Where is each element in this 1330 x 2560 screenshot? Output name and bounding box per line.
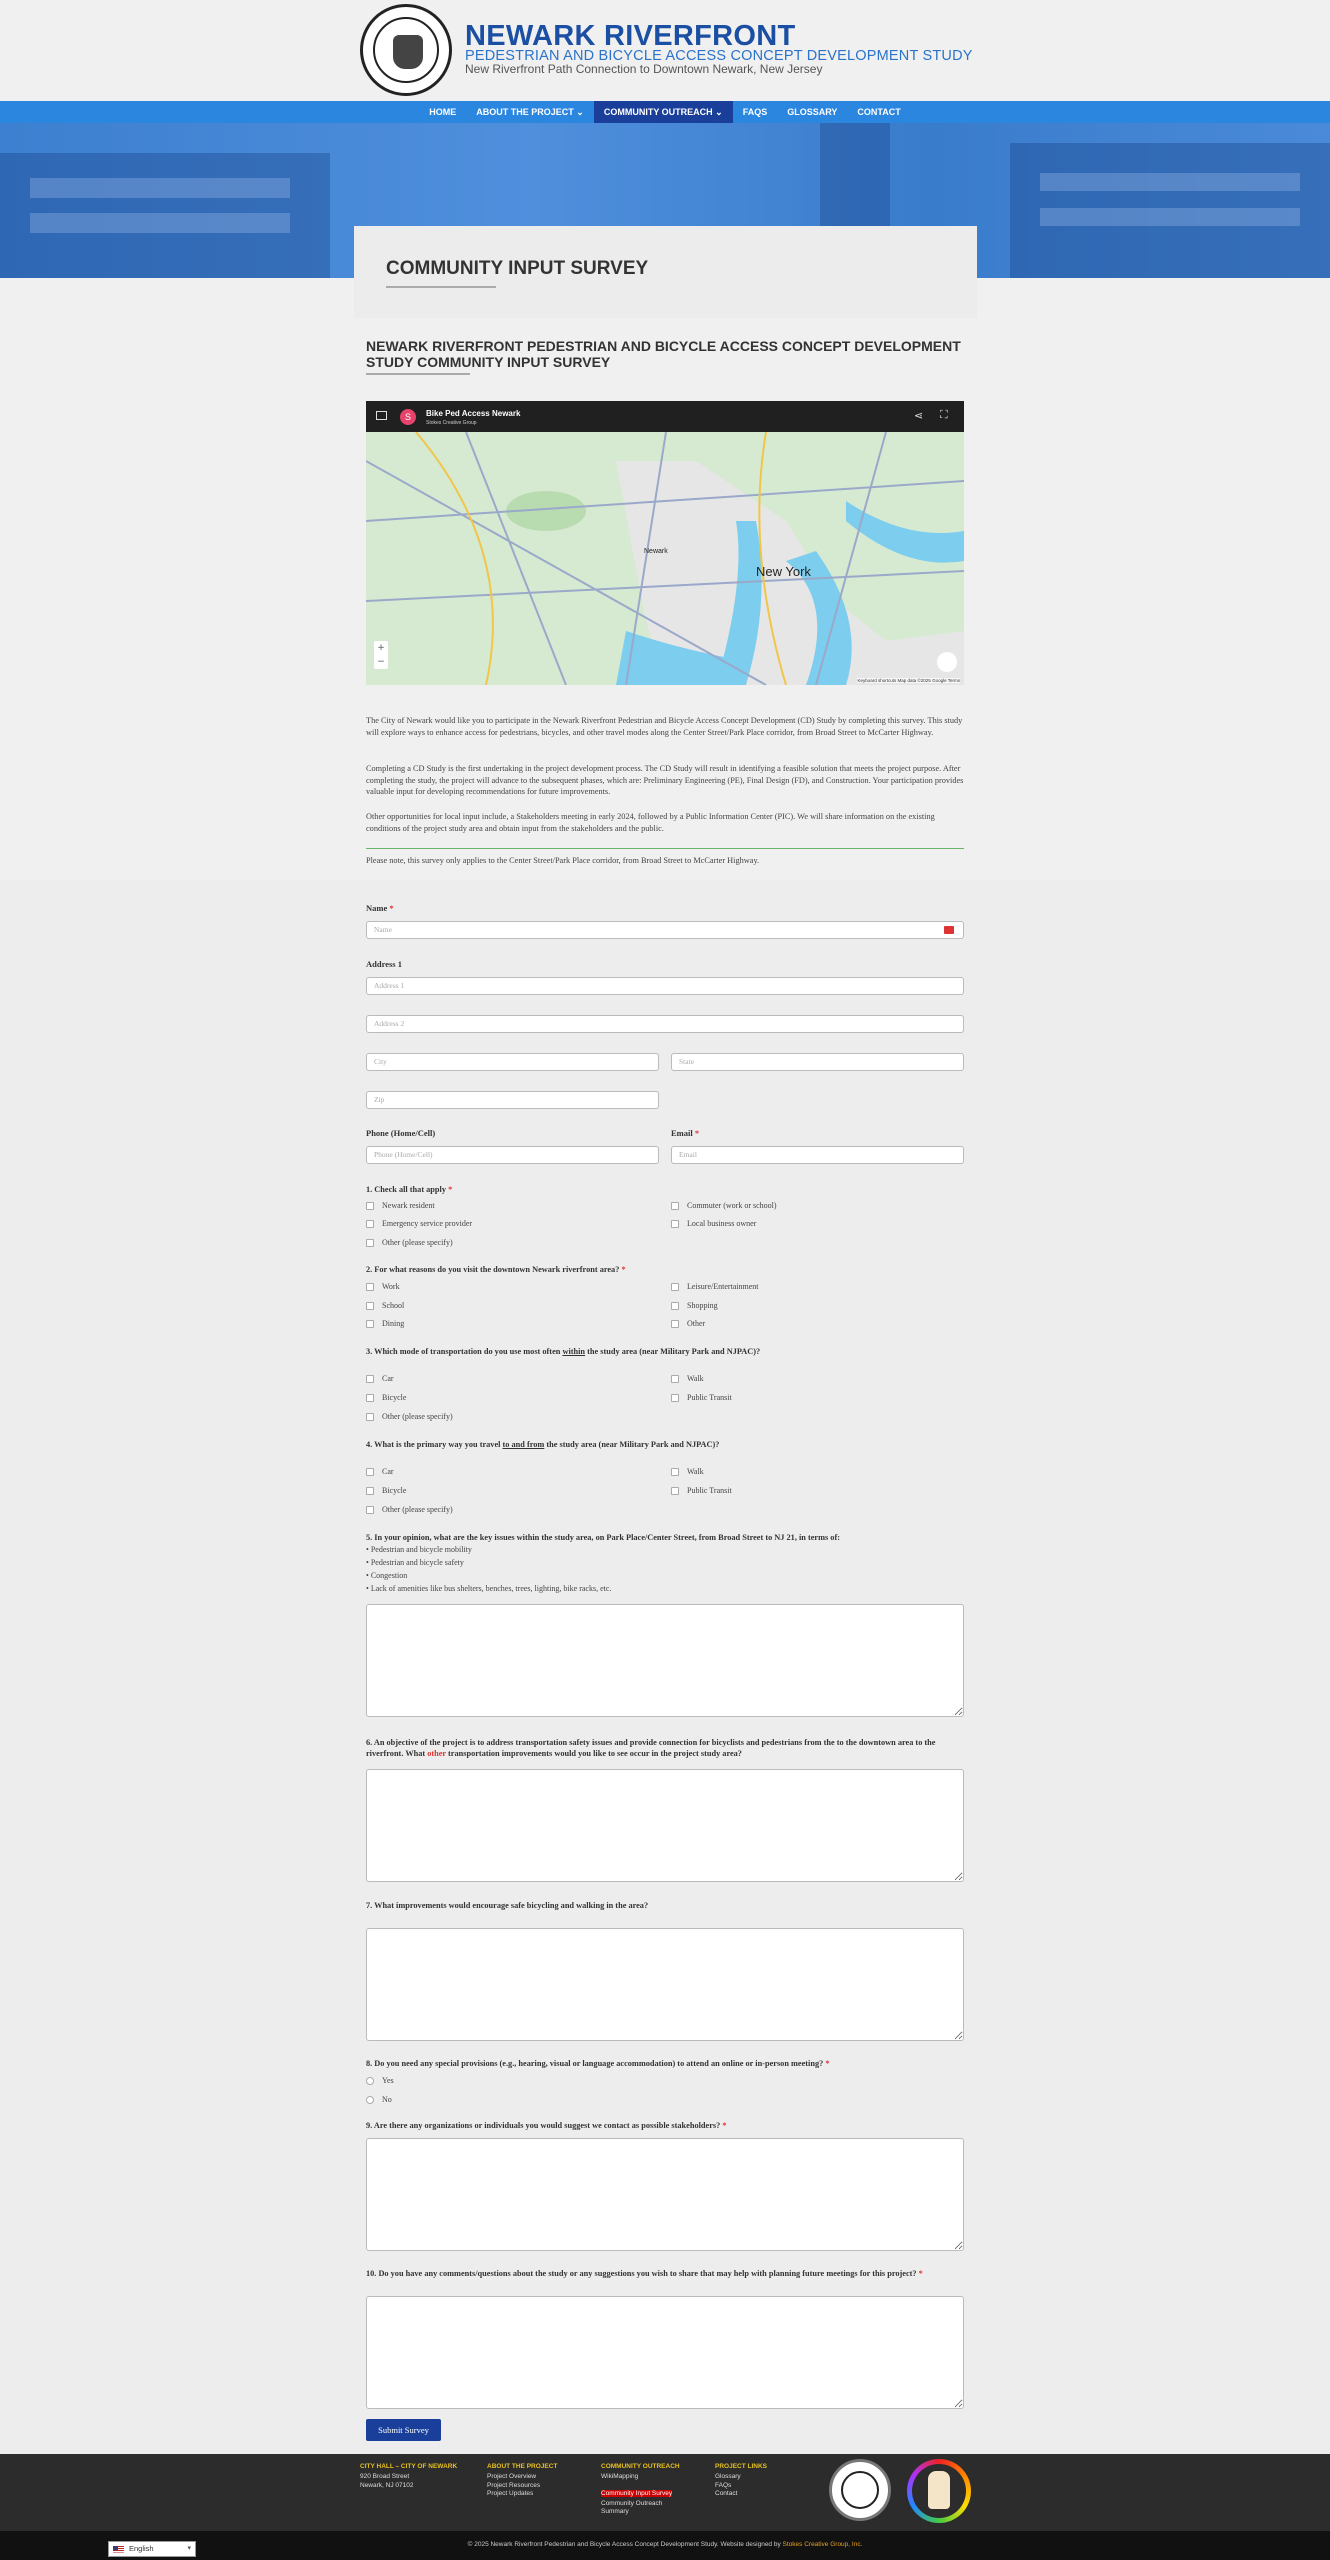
q5-bullet: • Pedestrian and bicycle safety — [366, 1558, 464, 1567]
q2-checkbox-other[interactable]: Other — [671, 1319, 705, 1328]
footer-link-outreach-summary[interactable]: Community Outreach Summary — [601, 2499, 663, 2515]
copyright-text: © 2025 Newark Riverfront Pedestrian and Bicycle Access Concept Development Study. Website designed by Stokes Creative Group, Inc. — [467, 2541, 863, 2548]
q2-checkbox-shopping[interactable]: Shopping — [671, 1301, 718, 1310]
q8-radio-yes[interactable]: Yes — [366, 2076, 394, 2085]
footer-link-glossary[interactable]: Glossary — [715, 2473, 741, 2480]
nav-faqs[interactable]: FAQS — [742, 107, 768, 117]
divider — [386, 286, 496, 288]
sidebar-toggle-icon[interactable] — [376, 411, 387, 420]
footer-col-project-links — [715, 2463, 767, 2499]
q1-checkbox-commuter[interactable]: Commuter (work or school) — [671, 1201, 777, 1210]
footer-col-city-hall — [360, 2463, 457, 2490]
page-title-box — [354, 226, 977, 318]
map-title[interactable]: Bike Ped Access Newark — [426, 409, 521, 418]
submit-survey-button[interactable]: Submit Survey — [366, 2419, 441, 2441]
footer-col-about — [487, 2463, 557, 2499]
name-label: Name * — [366, 903, 394, 913]
phone-label: Phone (Home/Cell) — [366, 1128, 436, 1138]
site-tagline: New Riverfront Path Connection to Downtown Newark, New Jersey — [465, 62, 823, 76]
q3-checkbox-car[interactable]: Car — [366, 1374, 394, 1383]
question-3: 3. Which mode of transportation do you use most often within the study area (near Military Park and NJPAC)? — [366, 1347, 761, 1356]
question-9: 9. Are there any organizations or individuals you would suggest we contact as possible stakeholders? * — [366, 2121, 727, 2130]
footer-link-faqs[interactable]: FAQs — [715, 2481, 732, 2489]
map-owner: Stokes Creative Group — [426, 420, 477, 426]
footer-heading: PROJECT LINKS — [715, 2463, 768, 2470]
zip-input[interactable]: Zip — [366, 1091, 659, 1109]
footer-link-project-resources[interactable]: Project Resources — [487, 2481, 541, 2489]
site-header — [0, 0, 1330, 101]
question-2: 2. For what reasons do you visit the downtown Newark riverfront area? * — [366, 1265, 626, 1274]
footer-link-contact[interactable]: Contact — [715, 2490, 738, 2497]
intro-paragraph-2: Completing a CD Study is the first undertaking in the project development process. The CD Study will result in identifying a feasible solution that meets the project purpose. After completing the study, the project will advance to the subsequent phases, which are: Preliminary Engineering (PE), Final Design (FD), and Construction. Your participation provides valuable input for developing recommendations for future improvements. — [366, 764, 964, 796]
map-avatar-icon: S — [400, 409, 416, 425]
q4-checkbox-transit[interactable]: Public Transit — [671, 1486, 732, 1495]
embedded-map[interactable] — [366, 401, 964, 685]
q3-checkbox-walk[interactable]: Walk — [671, 1374, 704, 1383]
autofill-icon[interactable] — [944, 926, 954, 934]
q1-checkbox-other[interactable]: Other (please specify) — [366, 1238, 453, 1247]
q3-checkbox-transit[interactable]: Public Transit — [671, 1393, 732, 1402]
footer-city-seal-logo — [829, 2459, 891, 2521]
city-input[interactable]: City — [366, 1053, 659, 1071]
survey-heading: NEWARK RIVERFRONT PEDESTRIAN AND BICYCLE ACCESS CONCEPT DEVELOPMENT STUDY COMMUNITY INPUT SURVEY — [366, 338, 961, 370]
q3-checkbox-other[interactable]: Other (please specify) — [366, 1412, 453, 1421]
q5-bullet: • Lack of amenities like bus shelters, benches, trees, lighting, bike racks, etc. — [366, 1584, 612, 1593]
share-icon[interactable]: ⋖ — [914, 409, 924, 422]
q2-checkbox-work[interactable]: Work — [366, 1282, 400, 1291]
q3-checkbox-bicycle[interactable]: Bicycle — [366, 1393, 406, 1402]
q5-textarea[interactable] — [366, 1604, 964, 1717]
fullscreen-icon[interactable]: ⛶ — [940, 408, 948, 421]
q4-checkbox-other[interactable]: Other (please specify) — [366, 1505, 453, 1514]
q5-bullet: • Pedestrian and bicycle mobility — [366, 1545, 472, 1554]
divider — [366, 848, 964, 849]
q1-checkbox-business-owner[interactable]: Local business owner — [671, 1219, 756, 1228]
map-title-bar — [366, 401, 964, 432]
site-subtitle: PEDESTRIAN AND BICYCLE ACCESS CONCEPT DEVELOPMENT STUDY — [465, 48, 973, 64]
copyright-bar — [0, 2531, 1330, 2560]
language-label: English — [129, 2544, 154, 2553]
nav-contact[interactable]: CONTACT — [857, 107, 901, 117]
q2-checkbox-school[interactable]: School — [366, 1301, 404, 1310]
q1-checkbox-emergency[interactable]: Emergency service provider — [366, 1219, 472, 1228]
q7-textarea[interactable] — [366, 1928, 964, 2041]
site-title[interactable]: NEWARK RIVERFRONT — [465, 20, 796, 52]
q4-checkbox-bicycle[interactable]: Bicycle — [366, 1486, 406, 1495]
recenter-icon[interactable] — [937, 652, 957, 672]
footer-link-community-input-survey[interactable]: Community Input Survey — [601, 2489, 673, 2497]
q2-checkbox-leisure[interactable]: Leisure/Entertainment — [671, 1282, 759, 1291]
survey-note: Please note, this survey only applies to the Center Street/Park Place corridor, from Broad Street to McCarter Highway. — [366, 856, 760, 865]
q1-checkbox-newark-resident[interactable]: Newark resident — [366, 1201, 435, 1210]
footer-heading: CITY HALL – CITY OF NEWARK — [360, 2463, 458, 2470]
footer-heading: COMMUNITY OUTREACH — [601, 2463, 680, 2470]
question-7: 7. What improvements would encourage safe bicycling and walking in the area? — [366, 1901, 649, 1910]
site-footer — [0, 2454, 1330, 2531]
question-4: 4. What is the primary way you travel to and from the study area (near Military Park and NJPAC)? — [366, 1440, 720, 1449]
footer-col-outreach — [601, 2463, 681, 2517]
question-8: 8. Do you need any special provisions (e.g., hearing, visual or language accommodation) to attend an online or in-person meeting? * — [366, 2059, 830, 2068]
q9-textarea[interactable] — [366, 2138, 964, 2251]
city-seal-logo[interactable] — [360, 4, 452, 96]
state-input[interactable]: State — [671, 1053, 964, 1071]
nav-about-project[interactable]: ABOUT THE PROJECT ⌄ — [476, 107, 584, 117]
address2-input[interactable]: Address 2 — [366, 1015, 964, 1033]
footer-heading: ABOUT THE PROJECT — [487, 2463, 558, 2470]
zoom-controls[interactable]: + − — [374, 641, 388, 669]
language-selector[interactable] — [108, 2541, 196, 2557]
footer-link-wikimapping[interactable]: WikiMapping — [601, 2473, 639, 2480]
chevron-down-icon: ▾ — [187, 2545, 191, 2552]
address1-input[interactable]: Address 1 — [366, 977, 964, 995]
q6-textarea[interactable] — [366, 1769, 964, 1882]
map-label-newark: Newark — [644, 548, 668, 555]
intro-paragraph-1: The City of Newark would like you to participate in the Newark Riverfront Pedestrian and Bicycle Access Concept Development (CD) Study by completing this survey. This study will explore ways to enhance access for pedestrians, bicycles, and other travel modes along the Center Street/Park Place corridor, from Broad Street to McCarter Highway. — [366, 716, 963, 737]
name-input[interactable]: Name — [366, 921, 964, 939]
question-5: 5. In your opinion, what are the key issues within the study area, on Park Place/Center Street, from Broad Street to NJ 21, in terms of: — [366, 1533, 840, 1542]
phone-input[interactable]: Phone (Home/Cell) — [366, 1146, 659, 1164]
divider — [366, 373, 470, 375]
question-10: 10. Do you have any comments/questions about the study or any suggestions you wish to share that may help with planning future meetings for this project? * — [366, 2269, 923, 2278]
footer-link-project-updates[interactable]: Project Updates — [487, 2490, 534, 2497]
footer-address-line: Newark, NJ 07102 — [360, 2481, 414, 2489]
us-flag-icon — [113, 2546, 124, 2553]
nav-glossary[interactable]: GLOSSARY — [787, 107, 838, 117]
footer-link-project-overview[interactable]: Project Overview — [487, 2473, 537, 2480]
map-label-new-york: New York — [756, 564, 811, 579]
main-nav — [0, 101, 1330, 123]
intro-paragraph-3: Other opportunities for local input include, a Stakeholders meeting in early 2024, followed by a Public Information Center (PIC). We will share information on the existing conditions of the project study area and obtain input from the stakeholders and the public. — [366, 812, 935, 833]
q5-bullet: • Congestion — [366, 1571, 408, 1580]
map-attribution: Keyboard shortcuts Map data ©2025 Google Terms — [857, 678, 960, 683]
email-label: Email * — [671, 1128, 700, 1138]
address-label: Address 1 — [366, 959, 402, 969]
footer-partner-logo — [907, 2459, 971, 2523]
question-1: 1. Check all that apply * — [366, 1185, 453, 1194]
nav-community-outreach[interactable]: COMMUNITY OUTREACH ⌄ — [594, 101, 733, 123]
email-input[interactable]: Email — [671, 1146, 964, 1164]
q4-checkbox-car[interactable]: Car — [366, 1467, 394, 1476]
q8-radio-no[interactable]: No — [366, 2095, 392, 2104]
q4-checkbox-walk[interactable]: Walk — [671, 1467, 704, 1476]
page-title: COMMUNITY INPUT SURVEY — [386, 258, 649, 279]
map-tiles — [366, 401, 964, 685]
nav-home[interactable]: HOME — [429, 107, 457, 117]
q10-textarea[interactable] — [366, 2296, 964, 2409]
q2-checkbox-dining[interactable]: Dining — [366, 1319, 404, 1328]
footer-address-line: 920 Broad Street — [360, 2473, 410, 2480]
question-6: 6. An objective of the project is to address transportation safety issues and provide connection for bicyclists and pedestrians from the to the downtown area to the riverfront. What other transportation improvements would you like to see occur in the project study area? — [366, 1738, 936, 1758]
designer-link[interactable]: Stokes Creative Group, Inc. — [782, 2541, 863, 2548]
